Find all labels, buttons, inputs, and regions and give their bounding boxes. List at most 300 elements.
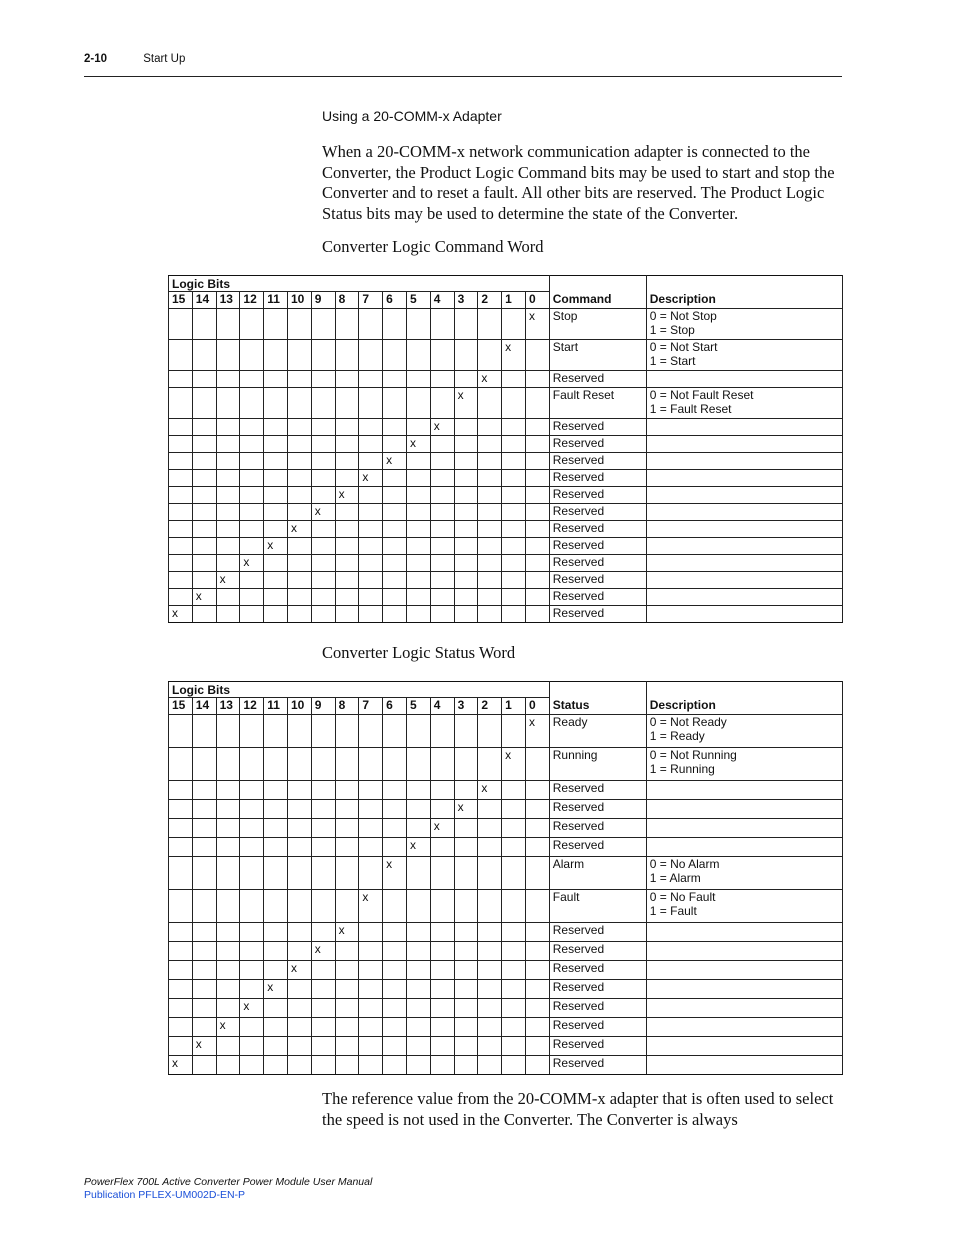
bit-cell — [430, 715, 454, 748]
row-description — [646, 800, 842, 819]
bit-cell — [335, 961, 359, 980]
footer-manual-title: PowerFlex 700L Active Converter Power Module User Manual — [84, 1176, 373, 1188]
bit-cell — [287, 819, 311, 838]
bit-cell — [525, 606, 549, 623]
row-description — [646, 504, 842, 521]
bit-cell — [359, 857, 383, 890]
bit-cell — [525, 538, 549, 555]
bit-cell — [430, 923, 454, 942]
bit-cell — [287, 606, 311, 623]
row-name: Alarm — [549, 857, 646, 890]
bit-cell — [502, 538, 526, 555]
bit-header: 1 — [502, 698, 526, 715]
description-line: 0 = Not Running — [649, 748, 737, 762]
row-description — [646, 436, 842, 453]
bit-mark: x — [430, 819, 454, 838]
bit-cell — [335, 504, 359, 521]
bit-cell — [287, 748, 311, 781]
bit-mark: x — [240, 999, 264, 1018]
bit-cell — [169, 857, 193, 890]
bit-cell — [502, 1037, 526, 1056]
bit-cell — [335, 748, 359, 781]
bit-cell — [359, 453, 383, 470]
bit-cell — [454, 961, 478, 980]
bit-cell — [216, 781, 240, 800]
bit-cell — [406, 521, 430, 538]
bit-cell — [264, 838, 288, 857]
row-name: Reserved — [549, 961, 646, 980]
bit-cell — [264, 419, 288, 436]
table-row — [169, 857, 843, 890]
bit-cell — [311, 340, 335, 371]
bit-cell — [478, 572, 502, 589]
bit-cell — [192, 961, 216, 980]
bit-cell — [525, 961, 549, 980]
bit-cell — [454, 453, 478, 470]
bit-cell — [525, 371, 549, 388]
bit-cell — [430, 589, 454, 606]
row-name: Reserved — [549, 819, 646, 838]
row-description — [646, 890, 842, 923]
table-row — [169, 589, 843, 606]
bit-cell — [478, 388, 502, 419]
bit-cell — [287, 538, 311, 555]
bit-cell — [502, 436, 526, 453]
bit-cell — [169, 942, 193, 961]
bit-cell — [430, 857, 454, 890]
bit-cell — [264, 715, 288, 748]
bit-cell — [192, 419, 216, 436]
bit-cell — [430, 748, 454, 781]
bit-cell — [311, 890, 335, 923]
row-name: Reserved — [549, 419, 646, 436]
bit-cell — [525, 340, 549, 371]
bit-cell — [287, 340, 311, 371]
bit-cell — [287, 487, 311, 504]
description-line: 1 = Ready — [649, 729, 705, 743]
bit-header: 7 — [359, 698, 383, 715]
bit-cell — [406, 487, 430, 504]
bit-cell — [169, 504, 193, 521]
bit-cell — [264, 961, 288, 980]
bit-cell — [287, 419, 311, 436]
bit-header: 3 — [454, 292, 478, 309]
bit-cell — [216, 606, 240, 623]
bit-header: 11 — [264, 292, 288, 309]
bit-cell — [287, 838, 311, 857]
bit-header: 11 — [264, 698, 288, 715]
row-name: Ready — [549, 715, 646, 748]
bit-cell — [264, 589, 288, 606]
bit-cell — [525, 487, 549, 504]
bit-cell — [383, 436, 407, 453]
row-name: Running — [549, 748, 646, 781]
bit-cell — [216, 748, 240, 781]
bit-cell — [264, 388, 288, 419]
bit-cell — [311, 781, 335, 800]
bit-cell — [240, 538, 264, 555]
bit-mark: x — [430, 419, 454, 436]
table-row — [169, 1037, 843, 1056]
bit-cell — [478, 555, 502, 572]
bit-cell — [169, 999, 193, 1018]
bit-cell — [406, 555, 430, 572]
table-row — [169, 504, 843, 521]
bit-header: 8 — [335, 698, 359, 715]
bit-cell — [502, 572, 526, 589]
bit-cell — [264, 819, 288, 838]
bit-cell — [478, 419, 502, 436]
bit-cell — [525, 419, 549, 436]
table-row — [169, 999, 843, 1018]
bit-cell — [192, 572, 216, 589]
bit-cell — [454, 572, 478, 589]
bit-cell — [454, 1037, 478, 1056]
bit-cell — [525, 857, 549, 890]
bit-cell — [192, 388, 216, 419]
table-row — [169, 521, 843, 538]
bit-cell — [454, 781, 478, 800]
bit-cell — [169, 340, 193, 371]
bit-cell — [264, 800, 288, 819]
bit-cell — [502, 470, 526, 487]
bit-header: 13 — [216, 292, 240, 309]
bit-cell — [169, 470, 193, 487]
bit-cell — [359, 1018, 383, 1037]
bit-cell — [406, 538, 430, 555]
bit-header: 3 — [454, 698, 478, 715]
bit-header: 10 — [287, 292, 311, 309]
bit-cell — [192, 748, 216, 781]
closing-paragraph: The reference value from the 20-COMM-x adapter that is often used to select the speed is not used in the Converter. The Converter is always — [322, 1089, 834, 1129]
bit-cell — [430, 1037, 454, 1056]
table-row — [169, 371, 843, 388]
bit-cell — [192, 371, 216, 388]
row-name: Reserved — [549, 538, 646, 555]
bit-cell — [478, 487, 502, 504]
bit-cell — [287, 999, 311, 1018]
bit-cell — [359, 436, 383, 453]
bit-cell — [383, 538, 407, 555]
column-header: Description — [646, 292, 842, 309]
bit-mark: x — [216, 1018, 240, 1037]
row-description — [646, 923, 842, 942]
bit-cell — [192, 504, 216, 521]
bit-cell — [478, 838, 502, 857]
bit-cell — [502, 606, 526, 623]
bit-cell — [525, 838, 549, 857]
row-description — [646, 555, 842, 572]
bit-cell — [264, 748, 288, 781]
row-description — [646, 715, 842, 748]
bit-cell — [169, 309, 193, 340]
bit-cell — [335, 819, 359, 838]
row-name: Reserved — [549, 470, 646, 487]
bit-cell — [502, 1018, 526, 1037]
table-row — [169, 340, 843, 371]
bit-cell — [359, 555, 383, 572]
bit-cell — [264, 999, 288, 1018]
table-row — [169, 923, 843, 942]
bit-cell — [311, 1037, 335, 1056]
row-name: Reserved — [549, 1056, 646, 1075]
table-row — [169, 419, 843, 436]
row-name: Reserved — [549, 999, 646, 1018]
bit-cell — [240, 1037, 264, 1056]
bit-cell — [264, 470, 288, 487]
bit-cell — [359, 371, 383, 388]
bit-cell — [169, 838, 193, 857]
header-spacer — [549, 276, 646, 292]
bit-cell — [192, 453, 216, 470]
bit-cell — [430, 309, 454, 340]
table-row — [169, 538, 843, 555]
bit-cell — [406, 453, 430, 470]
bit-cell — [430, 340, 454, 371]
bit-cell — [502, 857, 526, 890]
bit-cell — [216, 555, 240, 572]
column-header: Description — [646, 698, 842, 715]
bit-header: 8 — [335, 292, 359, 309]
command-word-table — [168, 275, 843, 623]
bit-cell — [311, 819, 335, 838]
bit-cell — [335, 942, 359, 961]
bit-cell — [383, 309, 407, 340]
bit-cell — [406, 388, 430, 419]
bit-cell — [311, 487, 335, 504]
bit-cell — [169, 781, 193, 800]
bit-cell — [478, 961, 502, 980]
bit-cell — [430, 371, 454, 388]
table-row — [169, 1018, 843, 1037]
bit-cell — [525, 1018, 549, 1037]
bit-cell — [169, 371, 193, 388]
bit-cell — [240, 800, 264, 819]
row-name: Fault Reset — [549, 388, 646, 419]
bit-mark: x — [525, 715, 549, 748]
description-line: 0 = Not Start — [649, 340, 718, 354]
bit-cell — [454, 923, 478, 942]
bit-cell — [216, 419, 240, 436]
bit-cell — [240, 923, 264, 942]
bit-cell — [335, 1018, 359, 1037]
bit-cell — [287, 781, 311, 800]
bit-cell — [240, 748, 264, 781]
bit-cell — [454, 890, 478, 923]
bit-header: 5 — [406, 292, 430, 309]
bit-cell — [264, 781, 288, 800]
bit-cell — [525, 942, 549, 961]
bit-cell — [287, 572, 311, 589]
row-name: Reserved — [549, 572, 646, 589]
bit-cell — [478, 606, 502, 623]
bit-cell — [311, 309, 335, 340]
bit-cell — [287, 436, 311, 453]
bit-cell — [406, 1056, 430, 1075]
table-row — [169, 606, 843, 623]
bit-cell — [192, 309, 216, 340]
row-description — [646, 589, 842, 606]
bit-cell — [311, 800, 335, 819]
bit-cell — [264, 923, 288, 942]
bit-cell — [216, 923, 240, 942]
description-line: 0 = Not Stop — [649, 309, 717, 323]
row-description — [646, 1037, 842, 1056]
bit-cell — [383, 371, 407, 388]
bit-mark: x — [478, 371, 502, 388]
row-name: Reserved — [549, 942, 646, 961]
bit-cell — [335, 589, 359, 606]
bit-header: 14 — [192, 292, 216, 309]
table-row — [169, 453, 843, 470]
bit-cell — [169, 1037, 193, 1056]
bit-cell — [383, 419, 407, 436]
bit-cell — [287, 1056, 311, 1075]
bit-cell — [169, 800, 193, 819]
description-line: 0 = No Alarm — [649, 857, 720, 871]
bit-header: 12 — [240, 698, 264, 715]
command-table-title: Converter Logic Command Word — [322, 237, 544, 256]
bit-cell — [430, 781, 454, 800]
bit-cell — [502, 1056, 526, 1075]
bit-cell — [287, 1018, 311, 1037]
bit-cell — [406, 715, 430, 748]
bit-cell — [264, 371, 288, 388]
section-name: Start Up — [143, 53, 186, 65]
bit-cell — [240, 857, 264, 890]
row-name: Reserved — [549, 555, 646, 572]
bit-cell — [478, 980, 502, 999]
table-row — [169, 942, 843, 961]
bit-cell — [311, 555, 335, 572]
bit-cell — [454, 340, 478, 371]
row-description — [646, 521, 842, 538]
bit-cell — [478, 942, 502, 961]
bit-cell — [525, 555, 549, 572]
bit-cell — [478, 1037, 502, 1056]
bit-cell — [406, 606, 430, 623]
bit-header: 2 — [478, 292, 502, 309]
bit-cell — [192, 436, 216, 453]
bit-cell — [240, 419, 264, 436]
bit-cell — [478, 521, 502, 538]
bit-cell — [192, 555, 216, 572]
bit-cell — [216, 453, 240, 470]
row-description — [646, 1056, 842, 1075]
bit-cell — [430, 453, 454, 470]
table-row — [169, 961, 843, 980]
bit-header: 5 — [406, 698, 430, 715]
bit-mark: x — [359, 890, 383, 923]
status-table-title: Converter Logic Status Word — [322, 643, 516, 662]
bit-cell — [216, 388, 240, 419]
row-name: Reserved — [549, 521, 646, 538]
bit-cell — [311, 1018, 335, 1037]
bit-cell — [311, 388, 335, 419]
table-row — [169, 572, 843, 589]
bit-mark: x — [478, 781, 502, 800]
bit-cell — [478, 470, 502, 487]
bit-cell — [525, 521, 549, 538]
status-word-table — [168, 681, 843, 1075]
bit-header: 12 — [240, 292, 264, 309]
row-name: Stop — [549, 309, 646, 340]
bit-cell — [454, 589, 478, 606]
table-row — [169, 436, 843, 453]
bit-cell — [287, 942, 311, 961]
bit-cell — [311, 589, 335, 606]
bit-cell — [525, 800, 549, 819]
bit-mark: x — [335, 923, 359, 942]
bit-cell — [287, 923, 311, 942]
bit-cell — [478, 819, 502, 838]
bit-cell — [264, 309, 288, 340]
bit-cell — [502, 942, 526, 961]
row-description — [646, 1018, 842, 1037]
bit-cell — [240, 781, 264, 800]
row-name: Reserved — [549, 838, 646, 857]
bit-mark: x — [264, 538, 288, 555]
bit-cell — [406, 923, 430, 942]
bit-cell — [454, 819, 478, 838]
page-header — [84, 53, 185, 65]
bit-header: 0 — [525, 698, 549, 715]
bit-cell — [216, 538, 240, 555]
bit-cell — [502, 781, 526, 800]
bit-cell — [169, 419, 193, 436]
bit-header: 9 — [311, 698, 335, 715]
bit-cell — [264, 453, 288, 470]
bit-mark: x — [192, 589, 216, 606]
bit-cell — [430, 436, 454, 453]
bit-cell — [406, 371, 430, 388]
bit-cell — [169, 961, 193, 980]
bit-cell — [335, 419, 359, 436]
bit-cell — [216, 942, 240, 961]
bit-cell — [502, 521, 526, 538]
row-description — [646, 487, 842, 504]
bit-cell — [525, 436, 549, 453]
bit-cell — [240, 453, 264, 470]
bit-cell — [264, 606, 288, 623]
bit-cell — [502, 999, 526, 1018]
bit-cell — [192, 470, 216, 487]
bit-cell — [454, 504, 478, 521]
row-name: Reserved — [549, 453, 646, 470]
bit-cell — [359, 1037, 383, 1056]
bit-cell — [525, 572, 549, 589]
bit-cell — [430, 504, 454, 521]
table-row — [169, 470, 843, 487]
bit-cell — [216, 715, 240, 748]
bit-cell — [169, 555, 193, 572]
bit-header: 7 — [359, 292, 383, 309]
footer-publication-link[interactable]: Publication PFLEX-UM002D-EN-P — [84, 1189, 246, 1201]
bit-cell — [359, 340, 383, 371]
bit-cell — [383, 340, 407, 371]
bit-header: 13 — [216, 698, 240, 715]
bit-cell — [502, 589, 526, 606]
bit-cell — [287, 453, 311, 470]
bit-cell — [383, 923, 407, 942]
bit-cell — [335, 436, 359, 453]
row-name: Reserved — [549, 487, 646, 504]
bit-cell — [430, 961, 454, 980]
row-name: Start — [549, 340, 646, 371]
bit-header: 10 — [287, 698, 311, 715]
bit-cell — [430, 470, 454, 487]
bit-cell — [430, 1018, 454, 1037]
